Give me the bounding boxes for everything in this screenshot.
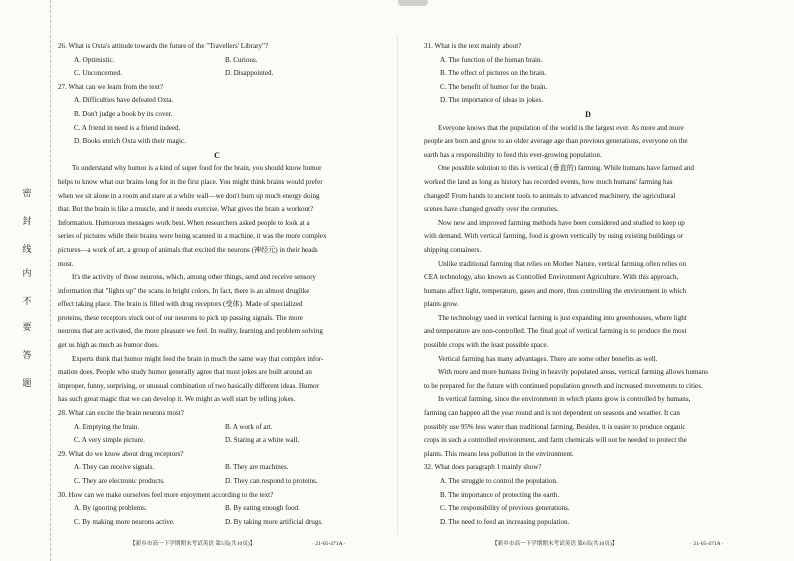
passage-line: Everyone knows that the population of the world is the largest ever. As more and more xyxy=(438,123,684,132)
question-29-options xyxy=(58,461,376,475)
question-27-stem: 27. What can we learn from the text? xyxy=(58,82,164,91)
option: B. The effect of pictures on the brain. xyxy=(440,69,547,78)
question-30-stem: 30. How can we make ourselves feel more enjoyment according to the text? xyxy=(58,490,274,499)
option: D. The need to feed an increasing population. xyxy=(440,517,570,526)
binding-label: 封 xyxy=(22,216,32,226)
passage-line: humans affect light, temperature, gases and more, thus controlling the environment in which xyxy=(424,286,687,295)
passage-line: The technology used in vertical farming is just expanding into greenhouses, where light xyxy=(438,313,687,322)
passage-line: Vertical farming has many advantages. There are some other benefits as well. xyxy=(438,354,658,363)
passage-line: Unlike traditional farming that relies on Mother Nature, vertical farming often relies on xyxy=(438,259,687,268)
passage-line: to be prepared for the future with continued population growth and increased movements to cities. xyxy=(424,381,703,390)
binding-margin xyxy=(0,0,51,561)
passage-line: and temperature are non-controlled. The final goal of vertical farming is to produce the most xyxy=(424,327,687,336)
right-column xyxy=(424,40,752,529)
passage-line: that. But the brain is like a muscle, and it needs exercise. What gives the brain a workout? xyxy=(58,205,314,214)
option: B. The importance of protecting the earth. xyxy=(440,490,560,499)
option: A. They can receive signals. xyxy=(74,463,155,472)
question-32-stem: 32. What does paragraph 1 mainly show? xyxy=(424,463,542,472)
binding-label: 不 xyxy=(22,296,32,306)
passage-line: information that "lights up" the scans in bright colors. In fact, there is an almost druglike xyxy=(58,286,310,295)
option: D. By taking more artificial drugs. xyxy=(225,517,323,526)
question-30-options xyxy=(58,516,376,530)
option: C. The responsibility of previous generations. xyxy=(440,504,570,513)
question-28-options xyxy=(58,434,376,448)
passage-line: most. xyxy=(58,259,74,268)
option: D. The importance of ideas in jokes. xyxy=(440,96,544,105)
passage-line: farming can happen all the year round and is not dependent on seasons and weather. It can xyxy=(424,409,680,418)
option: C. A very simple picture. xyxy=(74,436,145,445)
passage-line: possibly use 95% less water than traditional farming. Besides, it is easier to produce organic xyxy=(424,422,686,431)
passage-line: earth has a responsibility to feed this ever-growing population. xyxy=(424,150,602,159)
passage-line: series of pictures while their brains were being scanned in a machine, it was the more complex xyxy=(58,232,327,241)
passage-line: plants grow. xyxy=(424,300,459,309)
option: B. Curious. xyxy=(225,55,258,64)
question-26-options xyxy=(58,67,376,81)
left-column xyxy=(58,40,376,529)
page-footer-code-right: · 21-05-471A · xyxy=(690,541,724,547)
binding-label: 内 xyxy=(22,268,32,278)
passage-line: In vertical farming, since the environment in which plants grow is controlled by humans, xyxy=(438,395,691,404)
passage-line: neurons that are activated, the more pleasure we feel. In reality, learning and problem solving xyxy=(58,327,323,336)
passage-line: One possible solution to this is vertical (垂直的) farming. While humans have farmed and xyxy=(438,164,694,173)
passage-line: crops in such a controlled environment, and farm chemicals will not be needed to protect the xyxy=(424,436,687,445)
passage-line: plants. This means less pollution in the environment. xyxy=(424,449,574,458)
column-divider xyxy=(397,35,398,535)
page-footer-left: 【新乡市高一下学期期末考试英语 第5页(共10页)】 xyxy=(130,541,256,547)
option: C. Unconcerned. xyxy=(74,69,122,78)
option: C. By making more neurons active. xyxy=(74,517,175,526)
binding-label: 线 xyxy=(22,244,32,254)
binding-label: 题 xyxy=(22,378,32,388)
passage-line: changed! From hands to ancient tools to animals to advanced machinery, the agricultural xyxy=(424,191,676,200)
option: A. The struggle to control the population. xyxy=(440,477,558,485)
passage-line: CEA technology, also known as Controlled Environment Agriculture. With this approach, xyxy=(424,273,679,282)
option: D. They can respond to proteins. xyxy=(225,477,318,485)
option: C. A friend in need is a friend indeed. xyxy=(74,123,181,132)
question-26-options xyxy=(58,54,376,68)
question-30-options xyxy=(58,502,376,516)
passage-line: with demand. With vertical farming, food is grown vertically by using existing buildings or xyxy=(424,232,684,241)
option: C. They are electronic products. xyxy=(74,477,165,485)
question-28-options xyxy=(58,421,376,435)
passage-line: possible crops with the least possible space. xyxy=(424,341,549,350)
passage-line: Experts think that humor might feed the brain in much the same way that complex infor- xyxy=(72,354,324,363)
option: D. Disappointed. xyxy=(225,69,274,78)
binding-label: 要 xyxy=(22,322,32,332)
option: B. A work of art. xyxy=(225,422,273,431)
passage-line: Now new and improved farming methods have been considered and studied to keep up xyxy=(438,218,685,227)
option: A. The function of the human brain. xyxy=(440,55,543,64)
option: D. Staring at a white wall. xyxy=(225,436,300,445)
page-footer-code-left: · 21-05-471A · xyxy=(312,541,346,547)
option: A. By ignoring problems. xyxy=(74,504,147,513)
passage-line: proteins, these receptors stuck out of our neurons to pick up passing signals. The more xyxy=(58,313,303,322)
passage-line: people are born and grow to an older average age than previous generations, everyone on the xyxy=(424,137,688,146)
option: D. Books enrich Oxta with their magic. xyxy=(74,137,186,146)
passage-line: has such great magic that we can develop it. We might as well start by telling jokes. xyxy=(58,395,296,404)
passage-line: shipping containers. xyxy=(424,245,482,254)
top-tab-mark xyxy=(398,0,428,6)
question-31-stem: 31. What is the text mainly about? xyxy=(424,42,522,50)
option: C. The benefit of humor for the brain. xyxy=(440,82,548,91)
binding-label: 答 xyxy=(22,350,32,360)
passage-line: It's the activity of those neurons, which, among other things, send and receive sensory xyxy=(72,273,316,282)
option: A. Emptying the brain. xyxy=(74,422,140,431)
passage-line: worked the land as long as history has recorded events, how much humans' farming has xyxy=(424,177,673,186)
page-footer-right: 【新乡市高一下学期期末考试英语 第6页(共10页)】 xyxy=(492,541,618,547)
question-29-stem: 29. What do we know about drug receptors? xyxy=(58,449,184,458)
passage-line: pictures—a work of art, a group of animals that excited the neurons (神经元) in their heads xyxy=(58,245,318,254)
option: A. Optimistic. xyxy=(74,55,115,64)
option: B. Don't judge a book by its cover. xyxy=(74,109,173,118)
question-26-stem: 26. What is Oxta's attitude towards the future of the "Travellers' Library"? xyxy=(58,42,269,50)
passage-line: improper, funny, surprising, or unusual combination of two basically different ideas. Humor xyxy=(58,381,319,390)
question-29-options xyxy=(58,475,376,489)
option: A. Difficulties have defeated Oxta. xyxy=(74,96,174,105)
passage-line: Information. Humorous messages work best. When researchers asked people to look at a xyxy=(58,218,310,227)
binding-label: 密 xyxy=(22,188,32,198)
passage-line: effect taking place. The brain is filled with drug receptors (受体). Made of specialized xyxy=(58,300,303,309)
passage-line: when we sit alone in a room and stare at a white wall—we don't burn up much energy doing xyxy=(58,191,320,200)
section-heading-c: C xyxy=(214,150,220,160)
passage-line: With more and more humans living in heavily populated areas, vertical farming allows humans xyxy=(438,368,708,377)
passage-line: get us high as much as humor does. xyxy=(58,341,159,350)
passage-line: To understand why humor is a kind of super food for the brain, you should know humor xyxy=(72,164,322,173)
option: B. They are machines. xyxy=(225,463,289,472)
passage-line: mation does. People who study humor generally agree that most jokes are built around an xyxy=(58,368,312,377)
passage-line: scenes have changed greatly over the centuries. xyxy=(424,205,559,214)
section-heading-d: D xyxy=(585,109,591,119)
passage-line: helps to know what our brains long for in the first place. You might think brains would prefer xyxy=(58,177,323,186)
question-28-stem: 28. What can excite the brain neurons most? xyxy=(58,409,184,418)
option: B. By eating enough food. xyxy=(225,504,300,513)
